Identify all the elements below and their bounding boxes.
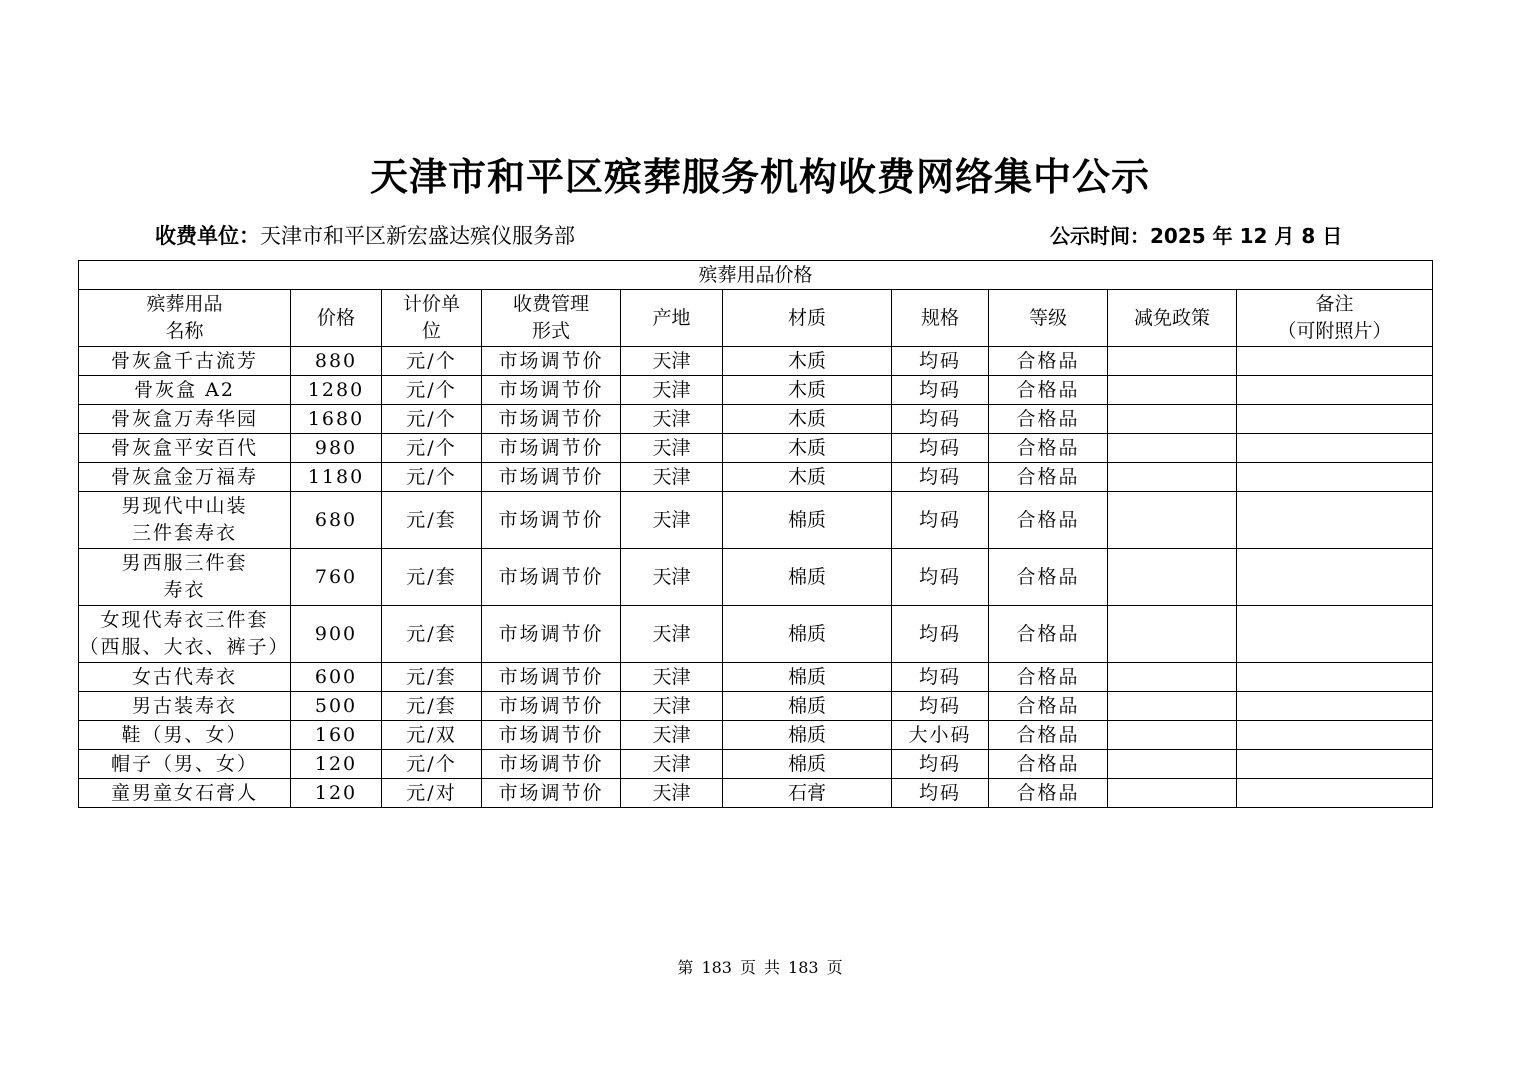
cell-policy <box>1108 347 1237 376</box>
table-row <box>79 549 1433 606</box>
cell-form: 市场调节价 <box>482 434 621 463</box>
cell-form: 市场调节价 <box>482 463 621 492</box>
cell-price: 160 <box>291 721 382 750</box>
cell-unit: 元/对 <box>382 779 482 808</box>
cell-note <box>1237 405 1433 434</box>
cell-name: 女现代寿衣三件套 （西服、大衣、裤子） <box>79 606 291 663</box>
cell-material: 木质 <box>723 434 892 463</box>
header-name: 殡葬用品 名称 <box>79 290 291 347</box>
cell-price: 120 <box>291 779 382 808</box>
cell-grade: 合格品 <box>989 663 1108 692</box>
cell-unit: 元/套 <box>382 663 482 692</box>
cell-note <box>1237 692 1433 721</box>
cell-policy <box>1108 549 1237 606</box>
cell-price: 600 <box>291 663 382 692</box>
cell-origin: 天津 <box>621 463 723 492</box>
cell-spec: 均码 <box>892 692 989 721</box>
header-form: 收费管理 形式 <box>482 290 621 347</box>
table-row <box>79 492 1433 549</box>
table-row <box>79 376 1433 405</box>
cell-policy <box>1108 463 1237 492</box>
cell-price: 500 <box>291 692 382 721</box>
cell-name: 女古代寿衣 <box>79 663 291 692</box>
cell-price: 880 <box>291 347 382 376</box>
cell-material: 石膏 <box>723 779 892 808</box>
cell-policy <box>1108 750 1237 779</box>
cell-price: 1680 <box>291 405 382 434</box>
price-table <box>78 260 1433 808</box>
cell-grade: 合格品 <box>989 606 1108 663</box>
footer-total-label: 共 <box>764 958 781 977</box>
cell-name: 男西服三件套 寿衣 <box>79 549 291 606</box>
section-title: 殡葬用品价格 <box>79 261 1433 290</box>
cell-spec: 均码 <box>892 779 989 808</box>
cell-grade: 合格品 <box>989 434 1108 463</box>
page-footer <box>0 955 1520 978</box>
cell-note <box>1237 606 1433 663</box>
table-row <box>79 434 1433 463</box>
cell-origin: 天津 <box>621 347 723 376</box>
cell-name: 骨灰盒平安百代 <box>79 434 291 463</box>
cell-spec: 均码 <box>892 405 989 434</box>
cell-form: 市场调节价 <box>482 549 621 606</box>
cell-form: 市场调节价 <box>482 347 621 376</box>
cell-material: 棉质 <box>723 606 892 663</box>
cell-name: 骨灰盒万寿华园 <box>79 405 291 434</box>
cell-origin: 天津 <box>621 549 723 606</box>
cell-origin: 天津 <box>621 492 723 549</box>
cell-grade: 合格品 <box>989 405 1108 434</box>
cell-note <box>1237 663 1433 692</box>
cell-note <box>1237 434 1433 463</box>
cell-unit: 元/套 <box>382 549 482 606</box>
cell-policy <box>1108 492 1237 549</box>
cell-price: 120 <box>291 750 382 779</box>
cell-name: 骨灰盒千古流芳 <box>79 347 291 376</box>
cell-price: 1180 <box>291 463 382 492</box>
table-row <box>79 606 1433 663</box>
cell-form: 市场调节价 <box>482 750 621 779</box>
cell-form: 市场调节价 <box>482 721 621 750</box>
cell-name: 帽子（男、女） <box>79 750 291 779</box>
cell-spec: 均码 <box>892 663 989 692</box>
table-body <box>79 347 1433 808</box>
table-row <box>79 463 1433 492</box>
header-unit: 计价单 位 <box>382 290 482 347</box>
cell-note <box>1237 750 1433 779</box>
cell-policy <box>1108 434 1237 463</box>
cell-form: 市场调节价 <box>482 376 621 405</box>
publish-date-label: 公示时间： <box>1050 224 1150 248</box>
cell-grade: 合格品 <box>989 779 1108 808</box>
footer-total-pages: 183 <box>788 958 819 977</box>
cell-price: 900 <box>291 606 382 663</box>
footer-page-label: 第 <box>677 958 694 977</box>
header-origin: 产地 <box>621 290 723 347</box>
fee-unit-label: 收费单位： <box>155 224 260 248</box>
cell-form: 市场调节价 <box>482 779 621 808</box>
cell-grade: 合格品 <box>989 750 1108 779</box>
cell-form: 市场调节价 <box>482 692 621 721</box>
cell-material: 棉质 <box>723 663 892 692</box>
cell-material: 棉质 <box>723 692 892 721</box>
cell-unit: 元/套 <box>382 606 482 663</box>
cell-material: 木质 <box>723 463 892 492</box>
cell-policy <box>1108 376 1237 405</box>
cell-grade: 合格品 <box>989 347 1108 376</box>
cell-unit: 元/套 <box>382 492 482 549</box>
cell-material: 木质 <box>723 376 892 405</box>
table-row <box>79 663 1433 692</box>
cell-policy <box>1108 692 1237 721</box>
cell-note <box>1237 492 1433 549</box>
cell-origin: 天津 <box>621 692 723 721</box>
cell-form: 市场调节价 <box>482 663 621 692</box>
cell-unit: 元/个 <box>382 347 482 376</box>
cell-price: 980 <box>291 434 382 463</box>
cell-spec: 大小码 <box>892 721 989 750</box>
cell-note <box>1237 549 1433 606</box>
cell-note <box>1237 779 1433 808</box>
cell-name: 男现代中山装 三件套寿衣 <box>79 492 291 549</box>
footer-total-suffix: 页 <box>826 958 843 977</box>
table-row <box>79 405 1433 434</box>
cell-spec: 均码 <box>892 463 989 492</box>
table-row <box>79 779 1433 808</box>
cell-origin: 天津 <box>621 750 723 779</box>
cell-name: 骨灰盒金万福寿 <box>79 463 291 492</box>
cell-unit: 元/个 <box>382 376 482 405</box>
cell-spec: 均码 <box>892 347 989 376</box>
cell-unit: 元/个 <box>382 405 482 434</box>
cell-note <box>1237 376 1433 405</box>
cell-note <box>1237 721 1433 750</box>
cell-origin: 天津 <box>621 405 723 434</box>
cell-unit: 元/套 <box>382 692 482 721</box>
cell-note <box>1237 347 1433 376</box>
cell-grade: 合格品 <box>989 692 1108 721</box>
fee-unit <box>155 220 575 250</box>
cell-grade: 合格品 <box>989 721 1108 750</box>
cell-policy <box>1108 663 1237 692</box>
cell-name: 男古装寿衣 <box>79 692 291 721</box>
cell-material: 木质 <box>723 347 892 376</box>
cell-name: 骨灰盒 A2 <box>79 376 291 405</box>
page-title: 天津市和平区殡葬服务机构收费网络集中公示 <box>369 154 1150 199</box>
cell-form: 市场调节价 <box>482 405 621 434</box>
cell-unit: 元/个 <box>382 750 482 779</box>
cell-material: 棉质 <box>723 492 892 549</box>
cell-spec: 均码 <box>892 606 989 663</box>
cell-unit: 元/个 <box>382 463 482 492</box>
cell-grade: 合格品 <box>989 376 1108 405</box>
cell-unit: 元/个 <box>382 434 482 463</box>
publish-date-value: 2025 年 12 月 8 日 <box>1150 224 1343 248</box>
cell-spec: 均码 <box>892 549 989 606</box>
cell-origin: 天津 <box>621 779 723 808</box>
cell-origin: 天津 <box>621 376 723 405</box>
cell-policy <box>1108 405 1237 434</box>
table-row <box>79 721 1433 750</box>
header-policy: 减免政策 <box>1108 290 1237 347</box>
header-grade: 等级 <box>989 290 1108 347</box>
cell-price: 680 <box>291 492 382 549</box>
cell-grade: 合格品 <box>989 463 1108 492</box>
cell-form: 市场调节价 <box>482 492 621 549</box>
publish-date <box>1050 220 1342 249</box>
header-note: 备注 （可附照片） <box>1237 290 1433 347</box>
table-row <box>79 750 1433 779</box>
cell-name: 鞋（男、女） <box>79 721 291 750</box>
cell-origin: 天津 <box>621 721 723 750</box>
cell-origin: 天津 <box>621 663 723 692</box>
cell-grade: 合格品 <box>989 492 1108 549</box>
table-header-row <box>79 290 1433 347</box>
cell-grade: 合格品 <box>989 549 1108 606</box>
cell-policy <box>1108 721 1237 750</box>
cell-name: 童男童女石膏人 <box>79 779 291 808</box>
cell-material: 棉质 <box>723 721 892 750</box>
cell-unit: 元/双 <box>382 721 482 750</box>
cell-price: 760 <box>291 549 382 606</box>
header-spec: 规格 <box>892 290 989 347</box>
header-material: 材质 <box>723 290 892 347</box>
table-row <box>79 692 1433 721</box>
cell-origin: 天津 <box>621 434 723 463</box>
footer-page-suffix: 页 <box>739 958 756 977</box>
cell-spec: 均码 <box>892 434 989 463</box>
cell-form: 市场调节价 <box>482 606 621 663</box>
cell-material: 木质 <box>723 405 892 434</box>
cell-note <box>1237 463 1433 492</box>
cell-spec: 均码 <box>892 750 989 779</box>
fee-unit-value: 天津市和平区新宏盛达殡仪服务部 <box>260 224 575 248</box>
cell-spec: 均码 <box>892 492 989 549</box>
cell-price: 1280 <box>291 376 382 405</box>
cell-policy <box>1108 779 1237 808</box>
cell-material: 棉质 <box>723 549 892 606</box>
table-row <box>79 347 1433 376</box>
header-price: 价格 <box>291 290 382 347</box>
footer-page-number: 183 <box>701 958 732 977</box>
cell-origin: 天津 <box>621 606 723 663</box>
cell-spec: 均码 <box>892 376 989 405</box>
cell-material: 棉质 <box>723 750 892 779</box>
cell-policy <box>1108 606 1237 663</box>
